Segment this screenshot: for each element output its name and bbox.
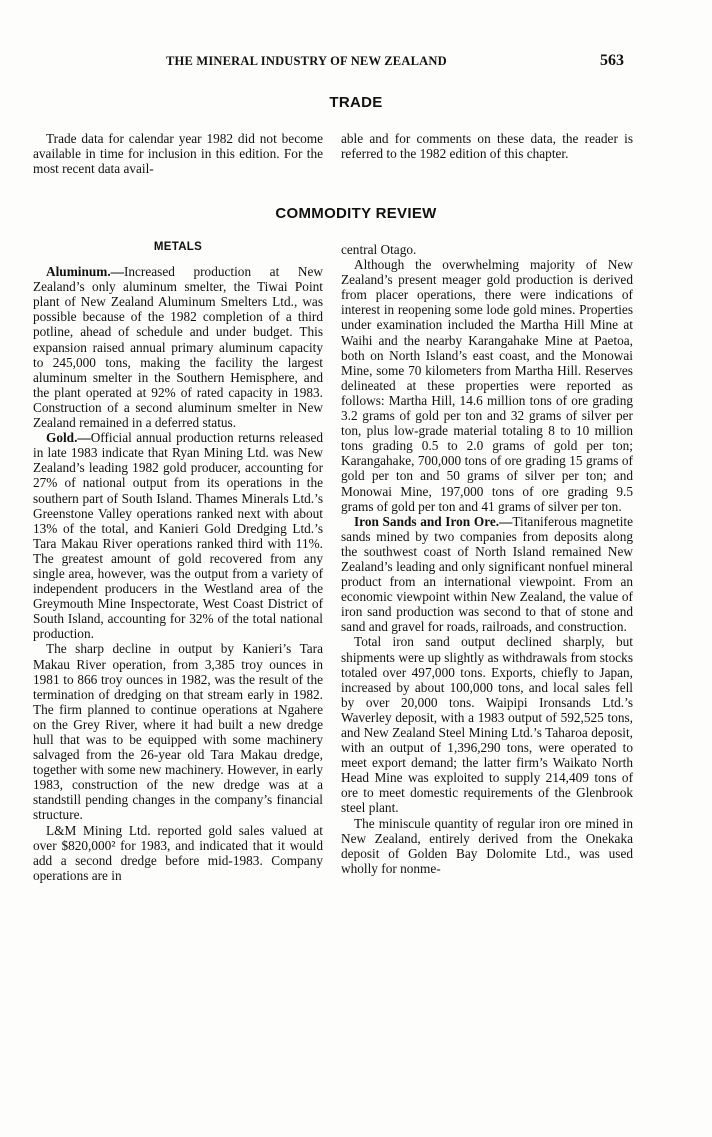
running-title: THE MINERAL INDUSTRY OF NEW ZEALAND: [166, 54, 447, 68]
trade-right-column: [341, 131, 633, 161]
iron-run-in: Iron Sands and Iron Ore.—: [354, 513, 513, 529]
iron-paragraph: [341, 514, 633, 635]
gold-paragraph-2: The sharp decline in output by Kanieri’s Tara Makau River operation, from 3,385 troy ounces in 1981 to 866 troy ounces in 1982, was the result of the termination of dredging on that stream early in 1982. The firm planned to continue operations at Ngahere on the Grey River, where it had built a new dredge hull that was to be equipped with some machinery salvaged from the 26-year old Tara Makau dredge, together with some new machinery. However, in early 1983, construction of the new dredge was at a standstill pending changes in the company’s financial structure.: [33, 641, 323, 823]
gold-paragraph-3: L&M Mining Ltd. reported gold sales valued at over $820,000² for 1983, and indicated that it would add a second dredge before mid-1983. Company operations are in: [33, 822, 323, 883]
commodity-review-heading: COMMODITY REVIEW: [275, 205, 437, 222]
trade-paragraph-end: able and for comments on these data, the reader is referred to the 1982 edition of this chapter.: [341, 131, 633, 162]
trade-heading: TRADE: [329, 94, 383, 111]
gold-paragraph: [33, 430, 323, 641]
gold-paragraph-4: Although the overwhelming majority of New Zealand’s present meager gold production is derived from placer operations, there were indications of interest in reopening some lode gold mines. Properties under examination included the Martha Hill Mine at Waihi and the nearby Karangahake Mine at Paetoa, both on North Island’s east coast, and the Monowai Mine, some 70 kilometers from Martha Hill. Reserves delineated at these properties were reported as follows: Martha Hill, 14.6 million tons of ore grading 3.2 grams of gold per ton and 32 grams of silver per ton, plus low-grade material totaling 8 to 10 million tons grading 0.5 to 2.0 grams of gold per ton; Karangahake, 700,000 tons of ore grading 15 grams of gold per ton and 50 grams of silver per ton; and Monowai Mine, 197,000 tons of ore grading 9.5 grams of gold per ton and 41 grams of silver per ton.: [341, 257, 633, 514]
left-column: [33, 240, 323, 883]
trade-left-column: [33, 131, 323, 176]
running-head: [0, 52, 712, 72]
iron-text: Titaniferous magnetite sands mined by two companies from deposits along the southwest coast of North Island remained New Zealand’s leading and only significant nonfuel mineral product from an international viewpoint. From an economic viewpoint within New Zealand, the value of iron sand production was second to that of stone and sand and gravel for roads, railroads, and construction.: [341, 513, 633, 635]
iron-paragraph-2: Total iron sand output declined sharply, but shipments were up slightly as withdrawals from stocks totaled over 497,000 tons. Exports, chiefly to Japan, increased by about 100,000 tons, and local sales fell by over 20,000 tons. Waipipi Ironsands Ltd.’s Waverley deposit, with a 1983 output of 592,525 tons, and New Zealand Steel Mining Ltd.’s Taharoa deposit, with an output of 1,396,290 tons, were operated to meet export demand; the latter firm’s Waikato North Head Mine was exploited to supply 214,409 tons of ore to meet domestic requirements of the Glenbrook steel plant.: [341, 634, 633, 816]
right-column: [341, 242, 633, 876]
metals-heading: METALS: [153, 241, 203, 253]
gold-text: Official annual production returns released in late 1983 indicate that Ryan Mining Ltd. was New Zealand’s leading 1982 gold producer, accounting for 27% of national output from its operations in the southern part of South Island. Thames Minerals Ltd.’s Greenstone Valley operations ranked next with about 13% of the total, and Kanieri Gold Dredging Ltd.’s Tara Makau River operations ranked third with 11%. The greatest amount of gold recovered from any single area, however, was the output from a variety of independent producers in the Westland area of the Greymouth Mine Inspectorate, West Coast District of South Island, accounting for 32% of the total national production.: [33, 430, 323, 642]
iron-paragraph-3: The miniscule quantity of regular iron ore mined in New Zealand, entirely derived from the Onekaka deposit of Golden Bay Dolomite Ltd., was used wholly for nonme-: [341, 815, 633, 876]
trade-paragraph-start: Trade data for calendar year 1982 did not become available in time for inclusion in this edition. For the most recent data avail-: [33, 131, 323, 177]
aluminum-text: Increased production at New Zealand’s only aluminum smelter, the Tiwai Point plant of New Zealand Aluminum Smelters Ltd., was possible because of the 1982 completion of a third potline, ahead of schedule and under budget. This expansion raised annual primary aluminum capacity to 245,000 tons, making the facility the largest aluminum smelter in the Southern Hemisphere, and the plant operated at 92% of rated capacity in 1983. Construction of a second aluminum smelter in New Zealand remained in a deferred status.: [33, 264, 323, 431]
gold-run-in: Gold.—: [46, 430, 91, 446]
aluminum-paragraph: [33, 264, 323, 430]
gold-paragraph-3-continued: central Otago.: [341, 242, 417, 257]
aluminum-run-in: Aluminum.—: [46, 264, 124, 280]
page-number: 563: [600, 52, 624, 69]
